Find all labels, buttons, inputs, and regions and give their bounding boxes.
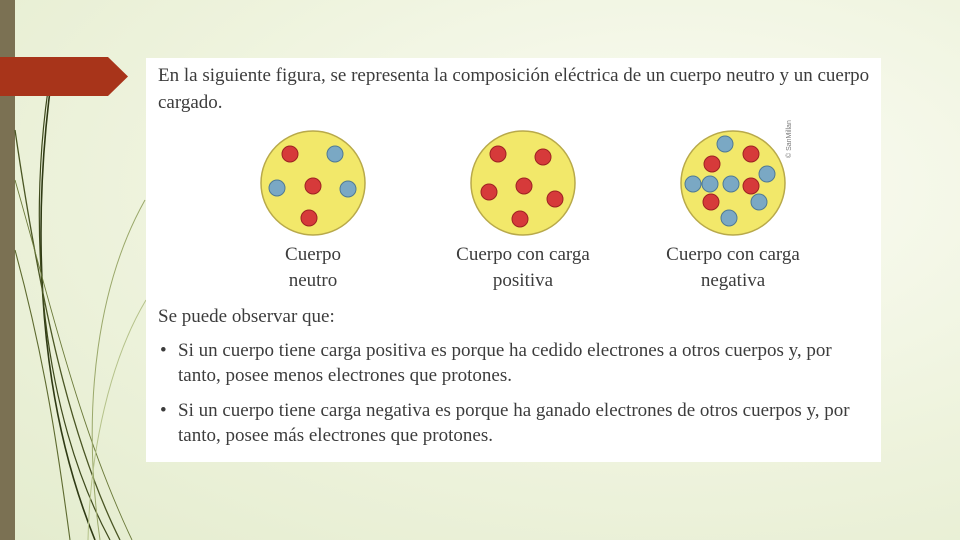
bullet-marker: • [160, 340, 167, 361]
proton-dot [743, 178, 759, 194]
electron-dot [269, 180, 285, 196]
intro-text: En la siguiente figura, se representa la composición eléctrica de un cuerpo neutro y un cuerpo cargado. [158, 65, 870, 113]
proton-dot [301, 210, 317, 226]
list-item [158, 398, 878, 448]
diagram-label-line1: Cuerpo con carga [456, 244, 590, 265]
neutral-body-illustration [257, 130, 369, 236]
proton-dot [282, 146, 298, 162]
proton-dot [512, 211, 528, 227]
diagram-positive-body [418, 130, 628, 294]
electron-dot [751, 194, 767, 210]
diagram-label-line2: negativa [700, 270, 766, 291]
proton-dot [305, 178, 321, 194]
diagram-label-line2: positiva [492, 270, 554, 291]
proton-dot [490, 146, 506, 162]
diagram-label-line1: Cuerpo [285, 244, 341, 265]
proton-dot [516, 178, 532, 194]
proton-dot [535, 149, 551, 165]
diagram-neutral-body [208, 130, 418, 294]
diagram-negative-body [628, 130, 838, 294]
diagram-label-line2: neutro [288, 270, 338, 291]
positive-body-illustration [467, 130, 579, 236]
proton-dot [481, 184, 497, 200]
electron-dot [723, 176, 739, 192]
electron-dot [702, 176, 718, 192]
observations-list [158, 338, 878, 458]
electron-dot [759, 166, 775, 182]
electron-dot [340, 181, 356, 197]
proton-dot [547, 191, 563, 207]
proton-dot [704, 156, 720, 172]
electron-dot [327, 146, 343, 162]
bullet-text: Si un cuerpo tiene carga negativa es porque ha ganado electrones de otros cuerpos y, por tanto, posee más electrones que protones. [178, 400, 850, 446]
diagram-label-line1: Cuerpo con carga [666, 244, 800, 265]
proton-dot [743, 146, 759, 162]
bullet-text: Si un cuerpo tiene carga positiva es porque ha cedido electrones a otros cuerpos y, por tanto, posee menos electrones que protones. [178, 340, 832, 386]
proton-dot [703, 194, 719, 210]
arrow-shape [0, 57, 128, 96]
observe-heading: Se puede observar que: [158, 306, 335, 327]
bullet-marker: • [160, 400, 167, 421]
electron-dot [685, 176, 701, 192]
arrow-tab [0, 57, 130, 96]
electron-dot [721, 210, 737, 226]
negative-body-illustration [677, 130, 789, 236]
content-card [146, 58, 881, 462]
list-item [158, 338, 878, 388]
copyright-note: © SanMillan [786, 120, 793, 158]
electron-dot [717, 136, 733, 152]
